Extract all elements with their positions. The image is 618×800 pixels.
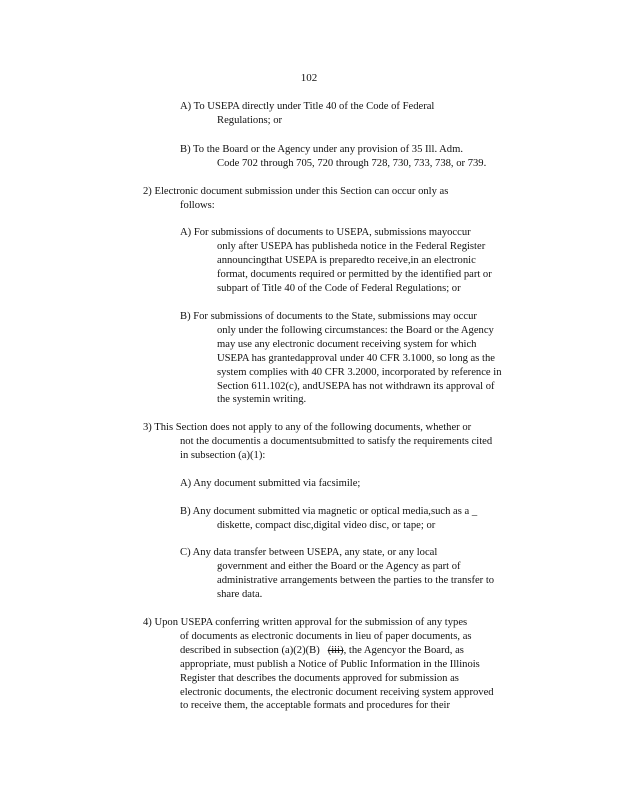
text-line: only after USEPA has publisheda notice in the Federal Register: [217, 240, 486, 252]
item-b-board-agency: [180, 143, 486, 171]
item-3a-facsimile: [180, 477, 360, 491]
text-line: announcingthat USEPA is preparedto receive,in an electronic: [217, 254, 476, 266]
text-line: A) To USEPA directly under Title 40 of the Code of Federal: [180, 101, 435, 112]
text-line: A) Any document submitted via facsimile;: [180, 478, 361, 489]
text-line: of documents as electronic documents in lieu of paper documents, as: [180, 630, 472, 642]
item-a-usepa: [180, 100, 434, 128]
text-line: USEPA has grantedapproval under 40 CFR 3.1000, so long as the: [217, 352, 495, 364]
text-segment: described in subsection (a)(2)(B): [180, 644, 320, 656]
text-line: administrative arrangements between the parties to the transfer to: [217, 574, 495, 586]
item-4-usepa-approval: [143, 616, 494, 713]
text-line: not the documentis a documentsubmitted to satisfy the requirements cited: [180, 435, 493, 447]
text-line: may use any electronic document receiving system for which: [217, 338, 477, 350]
text-line: A) For submissions of documents to USEPA, submissions mayoccur: [180, 227, 471, 238]
text-line: [180, 644, 494, 658]
text-line: system complies with 40 CFR 3.2000, incorporated by reference in: [217, 366, 502, 378]
text-line: government and either the Board or the Agency as part of: [217, 560, 461, 572]
text-line: B) Any document submitted via magnetic or optical media,such as a _: [180, 506, 478, 517]
item-3-section-not-apply: [143, 421, 492, 463]
text-line: Section 611.102(c), andUSEPA has not withdrawn its approval of: [217, 380, 495, 392]
text-line: B) To the Board or the Agency under any provision of 35 Ill. Adm.: [180, 144, 463, 155]
text-line: electronic documents, the electronic document receiving system approved: [180, 686, 494, 698]
text-line: diskette, compact disc,digital video disc, or tape; or: [217, 519, 436, 531]
text-line: the systemin writing.: [217, 394, 307, 406]
text-line: Register that describes the documents approved for submission as: [180, 672, 459, 684]
page-number: 102: [300, 72, 318, 84]
item-2b-state-submissions: [180, 310, 502, 407]
item-3c-data-transfer: [180, 546, 494, 602]
text-line: 4) Upon USEPA conferring written approval for the submission of any types: [143, 617, 468, 628]
text-line: 2) Electronic document submission under this Section can occur only as: [143, 186, 449, 197]
text-line: only under the following circumstances: the Board or the Agency: [217, 324, 494, 336]
text-line: B) For submissions of documents to the State, submissions may occur: [180, 311, 477, 322]
text-line: Code 702 through 705, 720 through 728, 730, 733, 738, or 739.: [217, 157, 487, 169]
text-line: appropriate, must publish a Notice of Public Information in the Illinois: [180, 658, 480, 670]
item-2-electronic-submission: [143, 185, 448, 213]
text-line: to receive them, the acceptable formats and procedures for their: [180, 700, 451, 712]
text-line: C) Any data transfer between USEPA, any state, or any local: [180, 547, 438, 558]
text-line: 3) This Section does not apply to any of the following documents, whether or: [143, 422, 472, 433]
text-line: in subsection (a)(1):: [180, 449, 266, 461]
text-line: Regulations; or: [217, 114, 283, 126]
text-line: share data.: [217, 588, 263, 600]
text-segment: , the Agencyor the Board, as: [343, 644, 464, 656]
text-line: format, documents required or permitted by the identified part or: [217, 268, 492, 280]
item-2a-usepa-submissions: [180, 226, 492, 296]
item-3b-magnetic-media: [180, 505, 477, 533]
struck-text: (iii): [327, 644, 344, 656]
text-line: subpart of Title 40 of the Code of Federal Regulations; or: [217, 282, 461, 294]
text-line: follows:: [180, 199, 215, 211]
